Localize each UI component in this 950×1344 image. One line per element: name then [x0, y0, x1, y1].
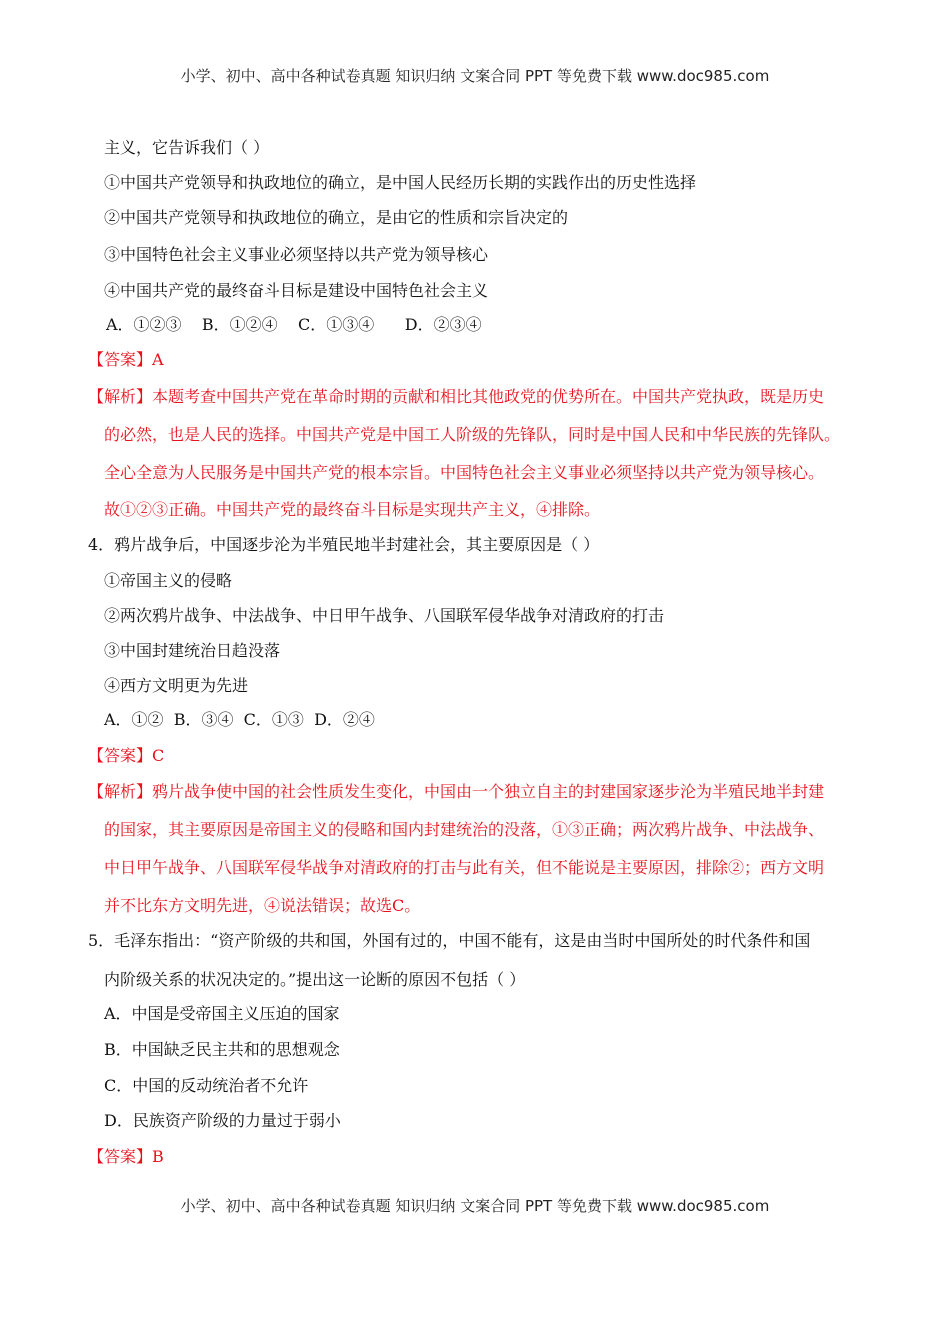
- q3-item: ③中国特色社会主义事业必须坚持以共产党为领导核心: [104, 245, 489, 264]
- q3-analysis-line: [88, 387, 824, 407]
- q4-answer: [88, 746, 164, 766]
- q5-option: B．中国缺乏民主共和的思想观念: [104, 1040, 340, 1059]
- q3-analysis-line: 全心全意为人民服务是中国共产党的根本宗旨。中国特色社会主义事业必须坚持以共产党为领导核心。: [104, 463, 825, 482]
- q4-item: ④西方文明更为先进: [104, 676, 249, 695]
- page-footer: 小学、初中、高中各种试卷真题 知识归纳 文案合同 PPT 等免费下载 www.doc985.com: [180, 1197, 770, 1215]
- q5-stem: 5．毛泽东指出：“资产阶级的共和国，外国有过的，中国不能有，这是由当时中国所处的时代条件和国: [88, 931, 811, 950]
- q3-analysis-line: 的必然，也是人民的选择。中国共产党是中国工人阶级的先锋队，同时是中国人民和中华民族的先锋队。: [104, 425, 841, 444]
- answer-value: C: [152, 746, 165, 765]
- q4-options: A．①② B．③④ C．①③ D．②④: [104, 710, 375, 729]
- analysis-text: 本题考查中国共产党在革命时期的贡献和相比其他政党的优势所在。中国共产党执政，既是历史: [152, 387, 825, 406]
- q4-stem: 4．鸦片战争后，中国逐步沦为半殖民地半封建社会，其主要原因是（ ）: [88, 535, 600, 554]
- analysis-text: 鸦片战争使中国的社会性质发生变化，中国由一个独立自主的封建国家逐步沦为半殖民地半封建: [152, 782, 825, 801]
- answer-tag: 【答案】: [88, 350, 153, 369]
- q5-option: D．民族资产阶级的力量过于弱小: [104, 1111, 341, 1130]
- q3-answer: [88, 350, 164, 370]
- q4-analysis-line: 并不比东方文明先进，④说法错误；故选C。: [104, 896, 421, 915]
- q5-stem: 内阶级关系的状况决定的。”提出这一论断的原因不包括（ ）: [104, 970, 526, 989]
- q3-analysis-line: 故①②③正确。中国共产党的最终奋斗目标是实现共产主义，④排除。: [104, 500, 601, 519]
- answer-value: A: [152, 350, 164, 369]
- q4-item: ①帝国主义的侵略: [104, 571, 233, 590]
- q3-options: A．①②③ B．①②④ C．①③④ D．②③④: [106, 315, 482, 334]
- q4-analysis-line: 的国家，其主要原因是帝国主义的侵略和国内封建统治的没落，①③正确；两次鸦片战争、中法战争、: [104, 820, 825, 839]
- q5-answer: [88, 1147, 164, 1167]
- q3-item: ④中国共产党的最终奋斗目标是建设中国特色社会主义: [104, 281, 489, 300]
- q5-option: A．中国是受帝国主义压迫的国家: [104, 1004, 340, 1023]
- q4-item: ②两次鸦片战争、中法战争、中日甲午战争、八国联军侵华战争对清政府的打击: [104, 606, 665, 625]
- q4-analysis-line: [88, 782, 824, 802]
- q3-item: ①中国共产党领导和执政地位的确立，是中国人民经历长期的实践作出的历史性选择: [104, 173, 697, 192]
- answer-tag: 【答案】: [88, 1147, 153, 1166]
- answer-tag: 【答案】: [88, 746, 153, 765]
- q3-item: ②中国共产党领导和执政地位的确立，是由它的性质和宗旨决定的: [104, 208, 569, 227]
- page-header: 小学、初中、高中各种试卷真题 知识归纳 文案合同 PPT 等免费下载 www.doc985.com: [180, 67, 770, 85]
- q3-stem: 主义，它告诉我们（ ）: [104, 138, 270, 157]
- q4-item: ③中国封建统治日趋没落: [104, 641, 281, 660]
- q4-analysis-line: 中日甲午战争、八国联军侵华战争对清政府的打击与此有关，但不能说是主要原因，排除②；西方文明: [104, 858, 825, 877]
- analysis-tag: 【解析】: [88, 782, 153, 801]
- q5-option: C．中国的反动统治者不允许: [104, 1076, 309, 1095]
- answer-value: B: [152, 1147, 164, 1166]
- analysis-tag: 【解析】: [88, 387, 153, 406]
